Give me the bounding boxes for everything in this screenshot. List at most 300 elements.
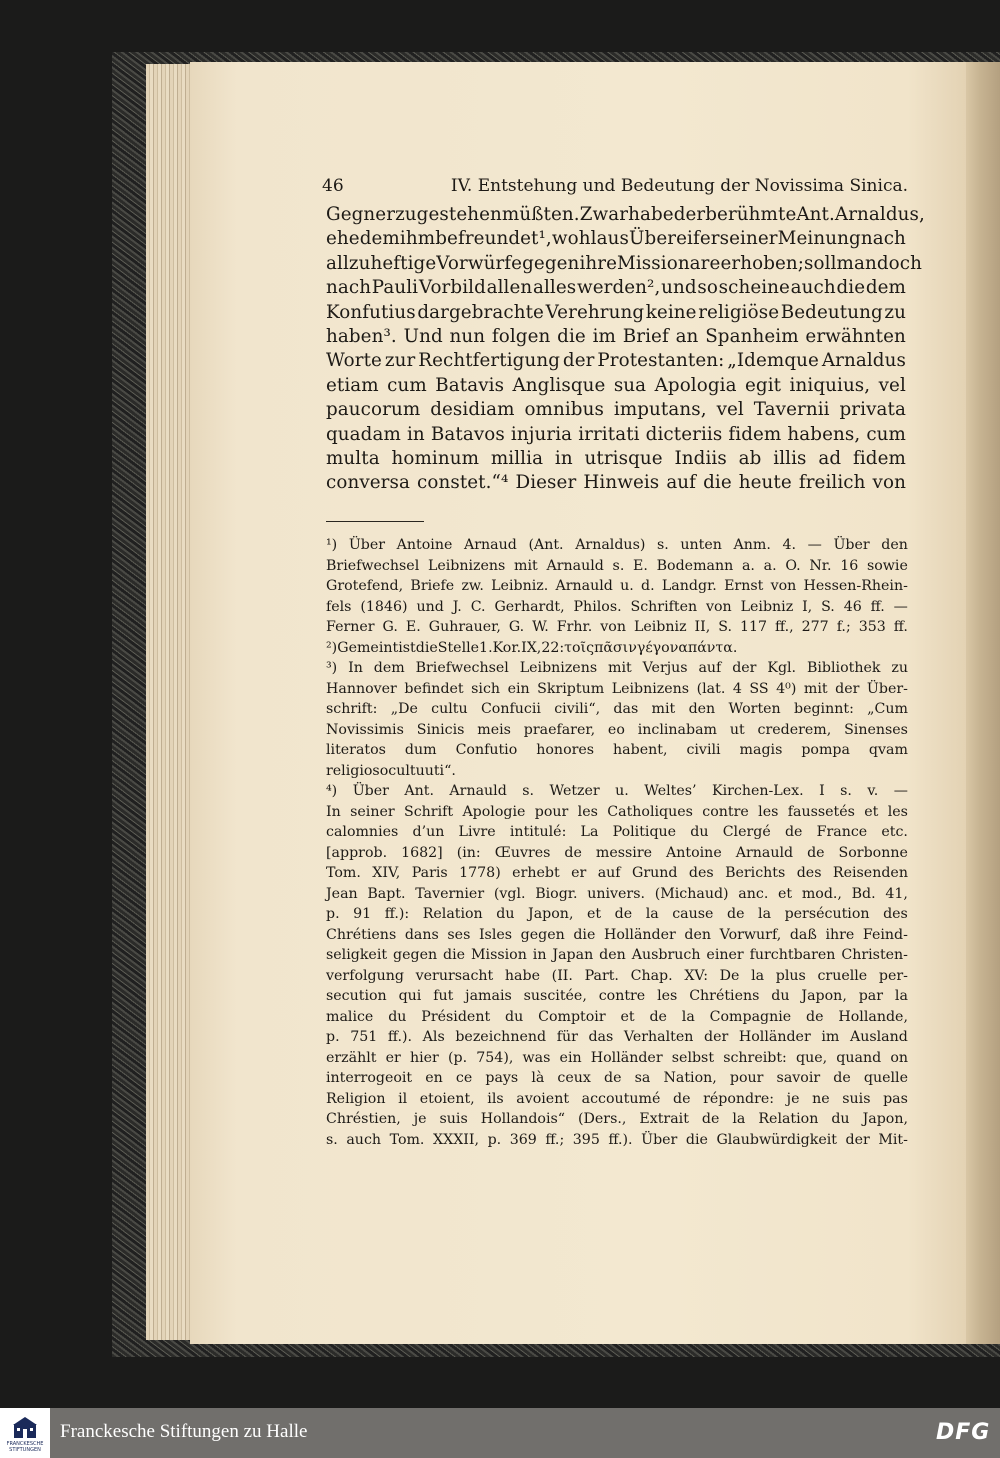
footnote-word: dans xyxy=(404,926,439,943)
footnote-word: contre xyxy=(702,803,749,820)
footnote-word: honores xyxy=(536,742,595,758)
footnote-word: les xyxy=(887,803,908,820)
footnote-word: Chréstien, xyxy=(326,1111,401,1127)
footnote-word: Guhrauer, xyxy=(428,619,501,635)
body-word: cum xyxy=(866,423,906,445)
footnote-word: p. xyxy=(326,906,340,922)
footnote-word: Leibniz xyxy=(740,598,794,615)
footnote-word: habe xyxy=(504,967,540,984)
footnote-word: G. xyxy=(508,619,525,635)
footnote-word: ut xyxy=(729,721,745,738)
footnote-word: schrift: xyxy=(326,701,378,717)
footnote-word: Schriften xyxy=(630,598,698,615)
footnote-word: Compagnie xyxy=(709,1008,792,1025)
footnote-word: Bibliothek xyxy=(806,660,881,676)
body-word: Arnaldus xyxy=(821,350,906,372)
footnote-word: Œuvres xyxy=(494,844,551,861)
body-line xyxy=(326,448,906,469)
footnote-word: befindet xyxy=(404,680,464,697)
footnote-word: ist xyxy=(398,639,416,656)
body-word: ihre xyxy=(579,252,618,274)
body-word: auch xyxy=(790,277,836,299)
body-word: folgen xyxy=(491,326,551,347)
body-word: freilich xyxy=(798,472,866,494)
footnote-word: — xyxy=(893,783,908,799)
body-word: Worte xyxy=(326,350,382,372)
footnote-word: auf xyxy=(597,865,621,881)
footnote-word: les xyxy=(657,988,678,1004)
body-word: wohl xyxy=(551,228,597,250)
footnote-word: u. xyxy=(615,783,629,799)
footnote-word: de xyxy=(564,844,582,861)
footnote-word: f.; xyxy=(836,619,851,635)
footnote-line xyxy=(326,1111,908,1127)
footnote-word: mod., xyxy=(801,885,842,902)
footnote-word: du xyxy=(690,824,709,840)
body-word: Konfutius xyxy=(326,301,416,323)
footnote-word: Frhr. xyxy=(556,619,593,635)
facing-page-edge xyxy=(966,62,1000,1344)
footnote-word: der xyxy=(704,1029,729,1045)
footnote-word: des xyxy=(883,906,908,922)
footnote-word: daß xyxy=(789,926,817,943)
footnote-word: Ferner xyxy=(326,619,375,635)
body-word: heute xyxy=(738,472,792,494)
running-header xyxy=(322,176,908,196)
footnote-word: intitulé: xyxy=(509,824,567,840)
body-word: quadam xyxy=(326,423,401,445)
footnote-word: und xyxy=(416,598,444,615)
footnote-word: der xyxy=(845,1131,870,1148)
footnote-word: jamais xyxy=(465,988,512,1004)
footnote-word: auch xyxy=(346,1131,382,1148)
footnote-word: du xyxy=(771,988,790,1004)
footnote-word: C. xyxy=(470,598,486,615)
building-icon xyxy=(12,1416,38,1438)
dfg-logo[interactable]: DFG xyxy=(936,1420,991,1445)
footnote-word: dem xyxy=(373,660,405,676)
body-line xyxy=(326,302,906,323)
footnote-word: suis xyxy=(439,1111,468,1127)
footnote-word: Sinenses xyxy=(844,721,908,738)
footnote-word: les xyxy=(758,803,779,820)
footnote-word: Leibniz xyxy=(633,619,687,635)
footnote-word: Chrétiens xyxy=(689,988,760,1004)
body-word: nach xyxy=(326,277,372,299)
footnote-word: Nr. xyxy=(809,557,832,574)
body-word: Ant. xyxy=(796,204,835,225)
footnote-word: persécution xyxy=(784,906,870,922)
footnote-line xyxy=(326,886,908,902)
body-word: habe xyxy=(628,204,674,225)
footnote-word: ff. xyxy=(870,598,885,615)
footnote-word: en xyxy=(425,1070,443,1086)
footnote-word: Landgr. xyxy=(661,578,717,594)
body-word: nach xyxy=(860,228,906,250)
footnote-word: γέγονα xyxy=(636,639,688,656)
footnote-line xyxy=(326,1132,908,1148)
footnote-word: im xyxy=(821,1029,840,1045)
body-word: cum xyxy=(387,374,427,396)
footnote-word: Über xyxy=(348,537,386,553)
footnote-word: literatos xyxy=(326,742,386,758)
footnote-word: (p. xyxy=(447,1049,468,1066)
footnote-word: on xyxy=(890,1049,908,1066)
footnote-word: Bodemann xyxy=(656,557,734,574)
footnote-word: faussetés xyxy=(787,803,855,820)
footnote-line xyxy=(326,619,908,635)
body-word: fidem xyxy=(728,423,782,445)
footnote-word: Kirchen-Lex. xyxy=(711,783,804,799)
footnote-line xyxy=(326,537,908,553)
footnote-line xyxy=(326,865,908,881)
footnote-word: malice xyxy=(326,1008,374,1025)
footnote-word: Arnauld xyxy=(555,578,613,594)
footnote-word: Tavernier xyxy=(415,885,485,902)
body-line xyxy=(326,326,906,347)
footnote-word: Mission xyxy=(471,947,527,963)
footnote-word: 1778) xyxy=(459,865,501,881)
logo-text: FRANCKESCHE STIFTUNGEN xyxy=(6,1441,44,1453)
body-word: dicteriis xyxy=(645,423,723,445)
footnote-word: hier xyxy=(409,1049,439,1066)
body-word: Hinweis xyxy=(583,472,660,494)
footnote-word: schreibt: xyxy=(723,1049,787,1066)
body-word: „Idemque xyxy=(727,350,819,372)
footnote-word: Président xyxy=(421,1008,491,1025)
body-word: Verehrung xyxy=(545,301,645,323)
footnote-word: univers. xyxy=(587,885,645,902)
footnote-word: verfolgung xyxy=(326,967,404,984)
body-word: zugestehen xyxy=(395,204,502,225)
footnote-word: du xyxy=(496,906,515,922)
body-word: müßten. xyxy=(501,204,580,225)
footnote-word: Japon, xyxy=(862,1111,908,1127)
footnote-word: praefarer, xyxy=(523,721,596,738)
footnote-word: ff.): xyxy=(384,906,410,922)
body-word: conversa xyxy=(326,472,410,494)
footnote-word: les xyxy=(577,803,598,820)
footnote-word: que, xyxy=(795,1049,828,1066)
footnote-word: erhebt xyxy=(512,865,560,881)
footnote-word: pour xyxy=(729,1070,764,1086)
footnote-word: Japon, xyxy=(801,988,847,1004)
footnote-word: 4 xyxy=(732,680,742,697)
footnote-word: du xyxy=(831,1111,850,1127)
footnote-word: für xyxy=(556,1029,578,1045)
footnote-word: 353 xyxy=(858,619,886,635)
footnote-word: ff. xyxy=(893,619,908,635)
body-word: auf xyxy=(666,472,697,494)
footnote-word: anc. xyxy=(738,885,769,902)
footnote-word: quand xyxy=(836,1049,882,1066)
body-word: die xyxy=(557,326,586,347)
footnote-word: de xyxy=(806,1008,824,1025)
body-word: von xyxy=(872,472,906,494)
footnote-word: s. xyxy=(326,1131,338,1148)
footnote-word: la xyxy=(732,1111,746,1127)
footnote-word: u. xyxy=(620,578,634,594)
body-word: in xyxy=(554,448,573,469)
footnote-word: religioso xyxy=(326,762,389,779)
footnote-line xyxy=(326,640,908,656)
footnote-word: Japon, xyxy=(528,906,574,922)
footnote-word: et xyxy=(620,1008,635,1025)
footnote-word: Briefwechsel xyxy=(326,557,420,574)
body-word: heftige xyxy=(370,252,437,274)
body-word: Anglisque xyxy=(512,374,606,396)
footnote-separator xyxy=(326,521,424,522)
footnote-word: Skriptum xyxy=(537,680,605,697)
footnote-word: Part. xyxy=(584,967,619,984)
body-word: so xyxy=(697,277,718,299)
footnote-word: gegen xyxy=(393,947,438,963)
footnote-word: Briefe xyxy=(410,578,455,594)
body-word: illis xyxy=(773,448,807,469)
footnote-word: Schrift xyxy=(404,803,454,820)
footnote-word: (Ant. xyxy=(528,537,564,553)
footnote-line xyxy=(326,742,908,758)
footnote-word: — xyxy=(807,537,822,553)
footnote-word: πᾶσιν xyxy=(594,639,637,656)
footnote-word: gegen xyxy=(520,926,565,943)
footnote-word: die xyxy=(685,1131,708,1148)
body-word: dargebrachte xyxy=(417,301,544,323)
footnote-line xyxy=(326,947,908,963)
footnote-word: sa xyxy=(634,1070,651,1086)
footnote-word: secution xyxy=(326,988,387,1004)
body-word: und xyxy=(661,277,697,299)
footnote-word: meis xyxy=(477,721,511,738)
body-line xyxy=(326,399,906,420)
footnote-word: ils xyxy=(487,1090,504,1107)
footnote-word: 22: xyxy=(541,639,565,656)
footnote-word: Kor. xyxy=(492,639,522,656)
footnote-word: einer xyxy=(706,947,744,963)
footnote-line xyxy=(326,660,908,676)
footnote-word: a. xyxy=(763,557,777,574)
footnote-word: France xyxy=(816,824,868,840)
body-word: religiöse xyxy=(698,301,780,323)
body-word: Meinung xyxy=(777,228,861,250)
footnote-word: s. xyxy=(657,537,669,553)
footnote-word: Livre xyxy=(458,824,496,840)
footnote-word: Tom. xyxy=(326,865,361,881)
footnote-word: Glaubwürdigkeit xyxy=(716,1131,837,1148)
footnote-word: ein xyxy=(559,1049,582,1066)
footnote-word: die xyxy=(415,639,438,656)
footnote-line xyxy=(326,1050,908,1066)
footer-title[interactable]: Franckesche Stiftungen zu Halle xyxy=(60,1421,308,1442)
footnote-word: „Cum xyxy=(867,701,908,717)
footnote-word: beginnt: xyxy=(794,701,854,717)
body-word: ehedem xyxy=(326,228,400,250)
footnote-word: de xyxy=(727,906,745,922)
footnote-word: s. xyxy=(522,783,535,799)
footnote-word: (lat. xyxy=(696,680,726,697)
body-word: Spanheim xyxy=(705,326,799,347)
footnote-word: „De xyxy=(390,701,418,717)
footnote-word: ff.). xyxy=(387,1029,413,1045)
body-word: hominum xyxy=(391,448,480,469)
footnote-word: Als xyxy=(422,1029,445,1045)
footnote-word: Paris xyxy=(411,865,448,881)
footnote-word: cause xyxy=(672,906,714,922)
body-word: allen xyxy=(486,277,533,299)
footnote-word: er xyxy=(385,1049,401,1066)
footnote-word: et xyxy=(778,885,793,902)
footnote-word: Tom. xyxy=(389,1131,425,1148)
footnote-word: 91 xyxy=(353,906,372,922)
footnote-word: zu xyxy=(891,660,908,676)
body-word: egit xyxy=(745,374,782,396)
body-word: die xyxy=(836,277,866,299)
footnote-word: ⁴) xyxy=(326,783,338,799)
body-word: ihm xyxy=(399,228,436,250)
body-word: sua xyxy=(613,374,647,396)
body-word: Dieser xyxy=(515,472,577,494)
footnote-line xyxy=(326,845,908,861)
footnote-word: 16 xyxy=(840,557,859,574)
footnote-word: XXXII, xyxy=(433,1131,480,1148)
body-word: werden², xyxy=(576,277,661,299)
body-word: alles xyxy=(532,277,577,299)
footnote-word: a. xyxy=(741,557,755,574)
footnote-word: Arnaud xyxy=(463,537,517,553)
footnote-word: den xyxy=(684,926,712,943)
footnote-word: Relation xyxy=(422,906,483,922)
footnote-word: habent, xyxy=(613,742,668,758)
body-word: fidem xyxy=(852,448,906,469)
footnote-word: civili xyxy=(686,742,721,758)
body-word: privata xyxy=(839,399,906,421)
footnote-word: τοῖς xyxy=(564,639,595,656)
footnote-word: 117 xyxy=(739,619,768,635)
footnote-word: de xyxy=(649,1008,667,1025)
body-line xyxy=(326,228,906,249)
body-line xyxy=(326,350,906,371)
footnote-word: den xyxy=(881,537,908,553)
footnote-word: interrogeoit xyxy=(326,1070,413,1086)
footnote-word: verursacht xyxy=(415,967,494,984)
body-word: Protestanten: xyxy=(597,350,725,372)
footnote-word: contre xyxy=(598,988,646,1004)
footnote-word: Briefwechsel xyxy=(415,660,509,676)
body-word: erwähnten xyxy=(805,326,906,347)
footnote-word: den xyxy=(599,947,626,963)
body-word: injuria xyxy=(510,423,573,445)
body-word: seiner xyxy=(719,228,778,250)
footnote-word: G. xyxy=(382,619,398,635)
footnote-word: Feind- xyxy=(862,926,908,943)
footnote-word: Japan xyxy=(552,947,594,963)
body-word: der xyxy=(673,204,706,225)
body-line xyxy=(326,424,906,445)
body-word: an xyxy=(675,326,699,347)
footnote-word: mit xyxy=(651,701,676,717)
body-word: Apologia xyxy=(654,374,737,396)
footnote-word: Confutio xyxy=(455,742,518,758)
body-word: allzu xyxy=(326,252,371,274)
footnote-word: mit xyxy=(608,660,632,676)
footnote-line xyxy=(326,906,908,922)
footnote-word: s. xyxy=(840,783,852,799)
footnote-word: messire xyxy=(595,844,653,861)
body-word: scheine xyxy=(718,277,790,299)
footnote-line xyxy=(326,804,908,820)
footnote-word: [approb. xyxy=(326,844,388,861)
footnote-word: Über xyxy=(641,1131,678,1148)
footnote-word: furchtbaren xyxy=(749,947,836,963)
footnote-word: I xyxy=(819,783,825,799)
footnote-word: s. xyxy=(612,557,625,574)
footnote-word: civili“, xyxy=(554,701,601,717)
footnote-word: etoient, xyxy=(419,1090,475,1107)
body-word: utrisque xyxy=(584,448,663,469)
footnote-line xyxy=(326,824,908,840)
footnote-word: 369 xyxy=(509,1131,537,1148)
footnote-word: cruelle xyxy=(817,967,868,984)
footnote-word: ²) xyxy=(326,639,338,656)
body-word: soll xyxy=(804,252,837,274)
footnote-word: Holländer xyxy=(603,926,676,943)
footnote-word: de xyxy=(784,824,803,840)
footnote-word: In xyxy=(348,660,363,676)
footnote-word: 395 xyxy=(572,1131,600,1148)
footnote-word: Grund xyxy=(631,865,678,881)
footnote-line xyxy=(326,722,908,738)
footnote-word: des xyxy=(796,865,822,881)
body-word: der xyxy=(562,350,595,372)
footnote-word: Extrait xyxy=(639,1111,689,1127)
footnote-word: zw. xyxy=(461,578,484,594)
footnote-word: (Michaud) xyxy=(654,885,729,902)
footnote-word: de xyxy=(614,906,633,922)
body-line xyxy=(326,277,906,298)
footnote-word: II, xyxy=(694,619,711,635)
body-line xyxy=(326,375,906,396)
footnote-word: seligkeit xyxy=(326,947,388,963)
footnote-word: Novissimis xyxy=(326,721,404,738)
footnote-word: de xyxy=(833,1070,851,1086)
footnote-word: ff., xyxy=(775,619,794,635)
footnote-word: Reisenden xyxy=(832,865,908,881)
footnote-word: Chrétiens xyxy=(326,926,397,943)
footnote-word: S. xyxy=(718,619,732,635)
footnote-word: Wetzer xyxy=(549,783,600,799)
footnote-word: plus xyxy=(775,967,806,984)
footnote-word: Arnaldus) xyxy=(575,537,646,553)
footnote-word: Christen- xyxy=(841,947,908,963)
body-word: habens, xyxy=(787,423,861,445)
footnote-word: uti“. xyxy=(424,762,456,779)
body-word: man xyxy=(836,252,877,274)
footnote-word: il xyxy=(398,1090,408,1107)
footnote-word: d. xyxy=(641,578,655,594)
body-word: desidiam xyxy=(430,399,515,421)
footnote-word: Jean xyxy=(326,885,358,902)
footnote-word: Chap. xyxy=(630,967,673,984)
footnote-word: Ausland xyxy=(849,1029,908,1045)
body-word: die xyxy=(703,472,732,494)
footnote-word: S. xyxy=(821,598,835,615)
footnote-word: Philos. xyxy=(573,598,622,615)
footnote-line xyxy=(326,1091,908,1107)
footnote-word: ses xyxy=(447,926,471,943)
footnote-word: Weltes’ xyxy=(644,783,697,799)
footnote-word: sich xyxy=(471,680,501,697)
body-word: Batavis xyxy=(435,374,505,396)
